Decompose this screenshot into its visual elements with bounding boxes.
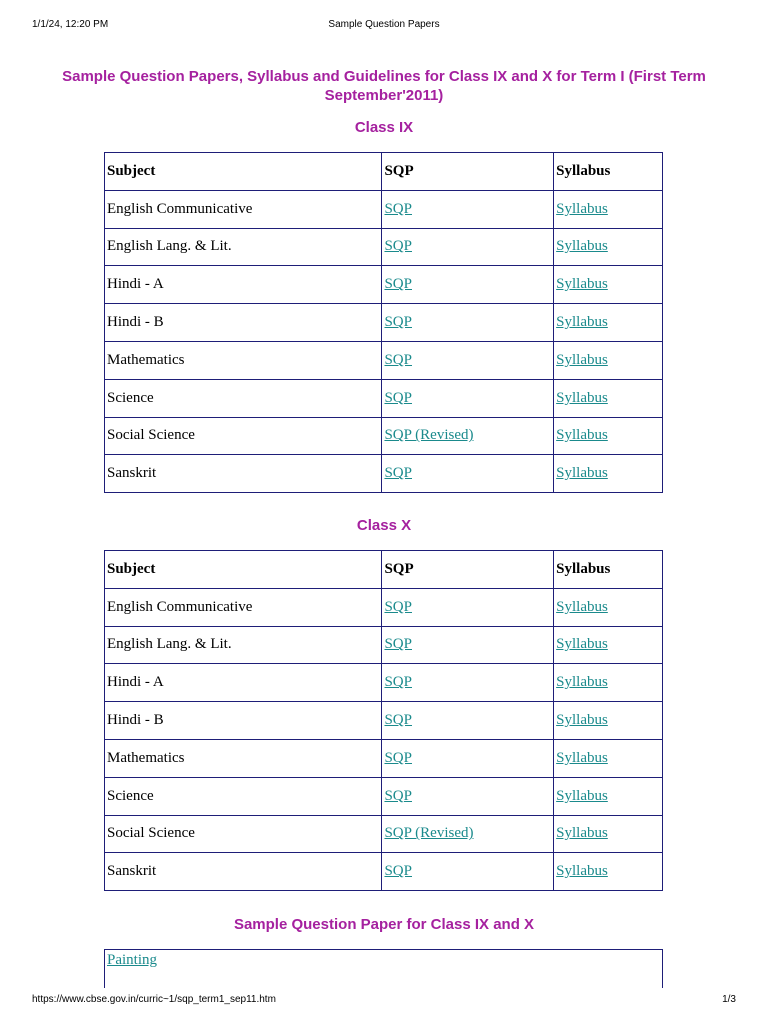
table-row xyxy=(105,455,663,493)
sqp-cell xyxy=(382,815,554,853)
sqp-cell xyxy=(382,417,554,455)
sqp-cell xyxy=(382,702,554,740)
class-ix-heading: Class IX xyxy=(354,119,414,136)
sqp-cell xyxy=(382,379,554,417)
print-page-counter: 1/3 xyxy=(722,994,736,1005)
sqp-link[interactable]: SQP (Revised) xyxy=(384,825,474,842)
header-syllabus: Syllabus xyxy=(554,153,663,191)
painting-box xyxy=(104,949,663,988)
table-row xyxy=(105,417,663,455)
sqp-cell xyxy=(382,266,554,304)
class-x-heading: Class X xyxy=(356,517,412,534)
table-row xyxy=(105,266,663,304)
subject-cell: English Lang. & Lit. xyxy=(105,228,382,266)
table-header-row xyxy=(105,551,663,589)
table-row xyxy=(105,777,663,815)
syllabus-cell xyxy=(554,304,663,342)
print-url: https://www.cbse.gov.in/curric~1/sqp_term1_sep11.htm xyxy=(32,994,276,1005)
sqp-link[interactable]: SQP (Revised) xyxy=(384,427,474,444)
syllabus-link[interactable]: Syllabus xyxy=(556,389,608,406)
class-x-table-body xyxy=(105,588,663,890)
syllabus-link[interactable]: Syllabus xyxy=(556,465,608,482)
sqp-link[interactable]: SQP xyxy=(384,238,412,255)
syllabus-cell xyxy=(554,702,663,740)
sqp-cell xyxy=(382,853,554,891)
sqp-link[interactable]: SQP xyxy=(384,389,412,406)
syllabus-link[interactable]: Syllabus xyxy=(556,598,608,615)
sample-paper-heading: Sample Question Paper for Class IX and X xyxy=(233,916,535,933)
sqp-link[interactable]: SQP xyxy=(384,863,412,880)
syllabus-link[interactable]: Syllabus xyxy=(556,200,608,217)
sqp-link[interactable]: SQP xyxy=(384,351,412,368)
sqp-link[interactable]: SQP xyxy=(384,749,412,766)
header-subject: Subject xyxy=(105,153,382,191)
table-row xyxy=(105,228,663,266)
syllabus-cell xyxy=(554,266,663,304)
syllabus-cell xyxy=(554,455,663,493)
sqp-link[interactable]: SQP xyxy=(384,636,412,653)
syllabus-cell xyxy=(554,777,663,815)
syllabus-link[interactable]: Syllabus xyxy=(556,276,608,293)
sqp-link[interactable]: SQP xyxy=(384,276,412,293)
sqp-cell xyxy=(382,588,554,626)
sqp-cell xyxy=(382,777,554,815)
sqp-cell xyxy=(382,626,554,664)
table-header-row xyxy=(105,153,663,191)
sqp-link[interactable]: SQP xyxy=(384,314,412,331)
sqp-cell xyxy=(382,304,554,342)
subject-cell: Mathematics xyxy=(105,739,382,777)
print-datetime: 1/1/24, 12:20 PM xyxy=(32,19,109,30)
table-row xyxy=(105,626,663,664)
table-row xyxy=(105,664,663,702)
syllabus-link[interactable]: Syllabus xyxy=(556,351,608,368)
table-row xyxy=(105,815,663,853)
syllabus-cell xyxy=(554,190,663,228)
header-sqp: SQP xyxy=(382,153,554,191)
syllabus-link[interactable]: Syllabus xyxy=(556,314,608,331)
subject-cell: Hindi - B xyxy=(105,304,382,342)
sqp-link[interactable]: SQP xyxy=(384,598,412,615)
sqp-cell xyxy=(382,341,554,379)
sqp-link[interactable]: SQP xyxy=(384,712,412,729)
syllabus-cell xyxy=(554,853,663,891)
syllabus-cell xyxy=(554,815,663,853)
painting-link[interactable]: Painting xyxy=(107,952,158,968)
table-row xyxy=(105,853,663,891)
subject-cell: English Communicative xyxy=(105,588,382,626)
subject-cell: Hindi - A xyxy=(105,266,382,304)
subject-cell: English Communicative xyxy=(105,190,382,228)
subject-cell: Hindi - B xyxy=(105,702,382,740)
subject-cell: Sanskrit xyxy=(105,853,382,891)
syllabus-link[interactable]: Syllabus xyxy=(556,712,608,729)
syllabus-link[interactable]: Syllabus xyxy=(556,636,608,653)
table-row xyxy=(105,739,663,777)
sqp-link[interactable]: SQP xyxy=(384,787,412,804)
table-row xyxy=(105,588,663,626)
syllabus-cell xyxy=(554,379,663,417)
header-sqp: SQP xyxy=(382,551,554,589)
subject-cell: Social Science xyxy=(105,815,382,853)
subject-cell: Sanskrit xyxy=(105,455,382,493)
syllabus-cell xyxy=(554,341,663,379)
syllabus-cell xyxy=(554,739,663,777)
syllabus-link[interactable]: Syllabus xyxy=(556,787,608,804)
syllabus-link[interactable]: Syllabus xyxy=(556,825,608,842)
syllabus-cell xyxy=(554,228,663,266)
subject-cell: English Lang. & Lit. xyxy=(105,626,382,664)
syllabus-cell xyxy=(554,588,663,626)
table-row xyxy=(105,702,663,740)
subject-cell: Mathematics xyxy=(105,341,382,379)
table-row xyxy=(105,304,663,342)
sqp-cell xyxy=(382,228,554,266)
sqp-link[interactable]: SQP xyxy=(384,465,412,482)
syllabus-link[interactable]: Syllabus xyxy=(556,749,608,766)
sqp-cell xyxy=(382,455,554,493)
syllabus-cell xyxy=(554,417,663,455)
syllabus-link[interactable]: Syllabus xyxy=(556,674,608,691)
table-row xyxy=(105,379,663,417)
table-row xyxy=(105,341,663,379)
sqp-link[interactable]: SQP xyxy=(384,200,412,217)
syllabus-link[interactable]: Syllabus xyxy=(556,427,608,444)
sqp-cell xyxy=(382,664,554,702)
class-ix-table xyxy=(104,152,663,493)
sqp-link[interactable]: SQP xyxy=(384,674,412,691)
class-x-table xyxy=(104,550,663,891)
header-subject: Subject xyxy=(105,551,382,589)
syllabus-cell xyxy=(554,626,663,664)
print-page-title: Sample Question Papers xyxy=(328,19,440,30)
subject-cell: Science xyxy=(105,379,382,417)
syllabus-cell xyxy=(554,664,663,702)
header-syllabus: Syllabus xyxy=(554,551,663,589)
sqp-cell xyxy=(382,739,554,777)
subject-cell: Social Science xyxy=(105,417,382,455)
syllabus-link[interactable]: Syllabus xyxy=(556,863,608,880)
sqp-cell xyxy=(382,190,554,228)
class-ix-table-body xyxy=(105,190,663,492)
page-title: Sample Question Papers, Syllabus and Guidelines for Class IX and X for Term I (First Term September'2011) xyxy=(62,68,706,104)
subject-cell: Hindi - A xyxy=(105,664,382,702)
subject-cell: Science xyxy=(105,777,382,815)
syllabus-link[interactable]: Syllabus xyxy=(556,238,608,255)
print-footer xyxy=(32,994,736,1008)
table-row xyxy=(105,190,663,228)
